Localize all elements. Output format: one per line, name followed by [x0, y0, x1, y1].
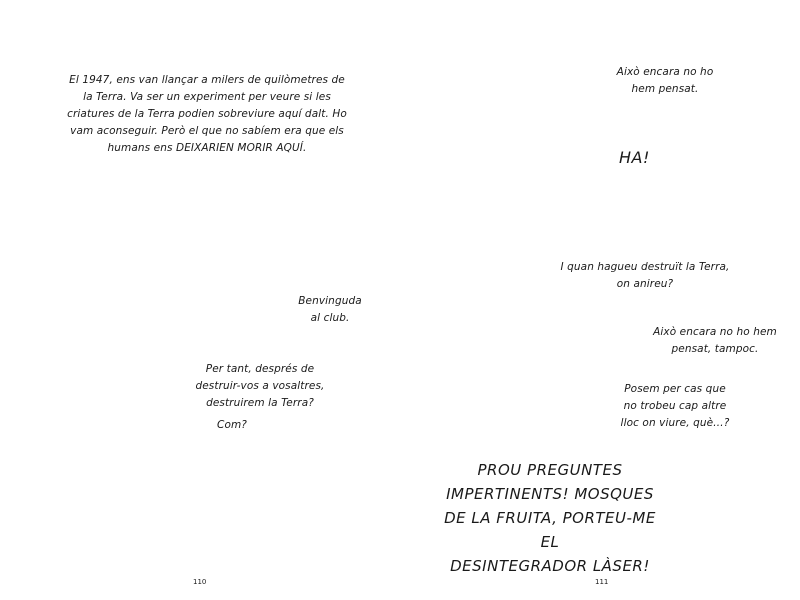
destroy-question: Per tant, després de destruir-vos a vosaltres, destruirem la Terra? — [195, 363, 325, 409]
how-text: Com? — [217, 419, 247, 431]
intro-paragraph: El 1947, ens van llançar a milers de quilòmetres de la Terra. Va ser un experiment per veure si les criatures de la Terra podien sobreviure aquí dalt. Ho vam aconseguir. Però el que no sabíem era que els humans ens DEIXARIEN MORIR AQUÍ. — [67, 74, 347, 154]
suppose-question: Posem per cas que no trobeu cap altre lloc on viure, què…? — [620, 383, 730, 429]
page-number-right: 111 — [595, 578, 609, 586]
page-number-left: 110 — [193, 578, 207, 586]
where-go-question: I quan hagueu destruït la Terra, on anireu? — [560, 261, 730, 290]
not-thought-text: Això encara no ho hem pensat. — [616, 66, 714, 95]
not-thought-either-text: Això encara no ho hem pensat, tampoc. — [653, 326, 777, 355]
ha-exclamation: HA! — [619, 148, 650, 167]
shout-text: PROU PREGUNTES IMPERTINENTS! MOSQUES DE LA FRUITA, PORTEU-ME EL DESINTEGRADOR LÀSER! — [444, 461, 656, 575]
welcome-text: Benvinguda al club. — [298, 295, 362, 324]
right-page — [400, 0, 800, 600]
